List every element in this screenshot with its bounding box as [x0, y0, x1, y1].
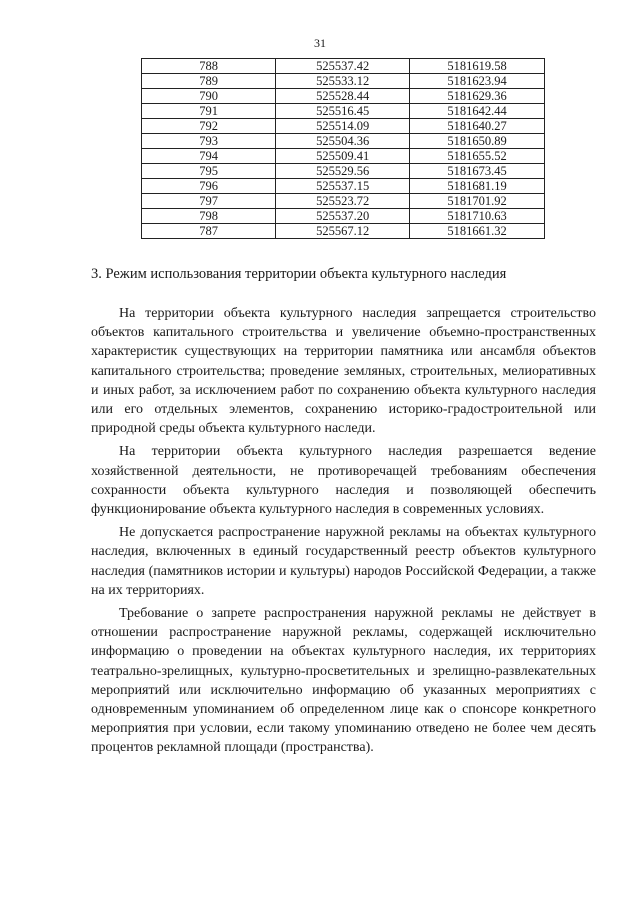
- y-coordinate-cell: 5181642.44: [410, 104, 545, 119]
- table-row: [142, 194, 545, 209]
- point-number-cell: 788: [142, 59, 276, 74]
- point-number-cell: 787: [142, 224, 276, 239]
- table-row: [142, 149, 545, 164]
- x-coordinate-cell: 525514.09: [276, 119, 410, 134]
- y-coordinate-cell: 5181701.92: [410, 194, 545, 209]
- y-coordinate-cell: 5181655.52: [410, 149, 545, 164]
- point-number-cell: 798: [142, 209, 276, 224]
- point-number-cell: 794: [142, 149, 276, 164]
- y-coordinate-cell: 5181673.45: [410, 164, 545, 179]
- paragraph: Не допускается распространение наружной рекламы на объектах культурного наследия, включенных в единый государственный реестр объектов культурного наследия (памятников истории и культуры) народов Российской Федерации, а также на их территориях.: [91, 525, 596, 598]
- table-row: [142, 74, 545, 89]
- y-coordinate-cell: 5181661.32: [410, 224, 545, 239]
- table-row: [142, 164, 545, 179]
- x-coordinate-cell: 525537.20: [276, 209, 410, 224]
- table-row: [142, 134, 545, 149]
- x-coordinate-cell: 525529.56: [276, 164, 410, 179]
- y-coordinate-cell: 5181619.58: [410, 59, 545, 74]
- x-coordinate-cell: 525504.36: [276, 134, 410, 149]
- point-number-cell: 795: [142, 164, 276, 179]
- paragraph: На территории объекта культурного наследия разрешается ведение хозяйственной деятельности, не противоречащей требованиям обеспечения сохранности объекта культурного наследия и позволяющей обеспечить функционирование объекта культурного наследия в современных условиях.: [91, 444, 596, 518]
- x-coordinate-cell: 525567.12: [276, 224, 410, 239]
- y-coordinate-cell: 5181640.27: [410, 119, 545, 134]
- x-coordinate-cell: 525528.44: [276, 89, 410, 104]
- y-coordinate-cell: 5181650.89: [410, 134, 545, 149]
- section-heading: 3. Режим использования территории объекта культурного наследия: [91, 266, 507, 282]
- table-row: [142, 104, 545, 119]
- x-coordinate-cell: 525509.41: [276, 149, 410, 164]
- paragraph: На территории объекта культурного наследия запрещается строительство объектов капитального строительства и увеличение объемно-пространственных характеристик существующих на территории памятника или ансамбля объектов капитального строительства; проведение земляных, строительных, мелиоративных и иных работ, за исключением работ по сохранению объекта культурного наследия или его отдельных элементов, сохранению историко-градостроительной или природной среды объекта культурного наследи.: [91, 306, 596, 437]
- y-coordinate-cell: 5181629.36: [410, 89, 545, 104]
- table-row: [142, 224, 545, 239]
- y-coordinate-cell: 5181681.19: [410, 179, 545, 194]
- point-number-cell: 796: [142, 179, 276, 194]
- point-number-cell: 790: [142, 89, 276, 104]
- section-body: [91, 304, 596, 762]
- table-row: [142, 89, 545, 104]
- table-row: [142, 179, 545, 194]
- x-coordinate-cell: 525537.15: [276, 179, 410, 194]
- x-coordinate-cell: 525516.45: [276, 104, 410, 119]
- table-row: [142, 59, 545, 74]
- point-number-cell: 792: [142, 119, 276, 134]
- point-number-cell: 793: [142, 134, 276, 149]
- point-number-cell: 797: [142, 194, 276, 209]
- page-number: 31: [314, 36, 326, 50]
- table-row: [142, 209, 545, 224]
- x-coordinate-cell: 525537.42: [276, 59, 410, 74]
- table-row: [142, 119, 545, 134]
- point-number-cell: 789: [142, 74, 276, 89]
- coordinates-table: [141, 58, 545, 239]
- point-number-cell: 791: [142, 104, 276, 119]
- paragraph: Требование о запрете распространения наружной рекламы не действует в отношении распространение наружной рекламы, содержащей исключительно информацию о проведении на объектах культурного наследия, их территориях театрально-зрелищных, культурно-просветительных и зрелищно-развлекательных мероприятий или исключительно информацию об указанных мероприятиях с одновременным упоминанием об определенном лице как о спонсоре конкретного мероприятия при условии, если такому упоминанию отведено не более чем десять процентов рекламной площади (пространства).: [91, 606, 596, 756]
- y-coordinate-cell: 5181623.94: [410, 74, 545, 89]
- y-coordinate-cell: 5181710.63: [410, 209, 545, 224]
- coordinates-table-body: [142, 59, 545, 239]
- x-coordinate-cell: 525533.12: [276, 74, 410, 89]
- x-coordinate-cell: 525523.72: [276, 194, 410, 209]
